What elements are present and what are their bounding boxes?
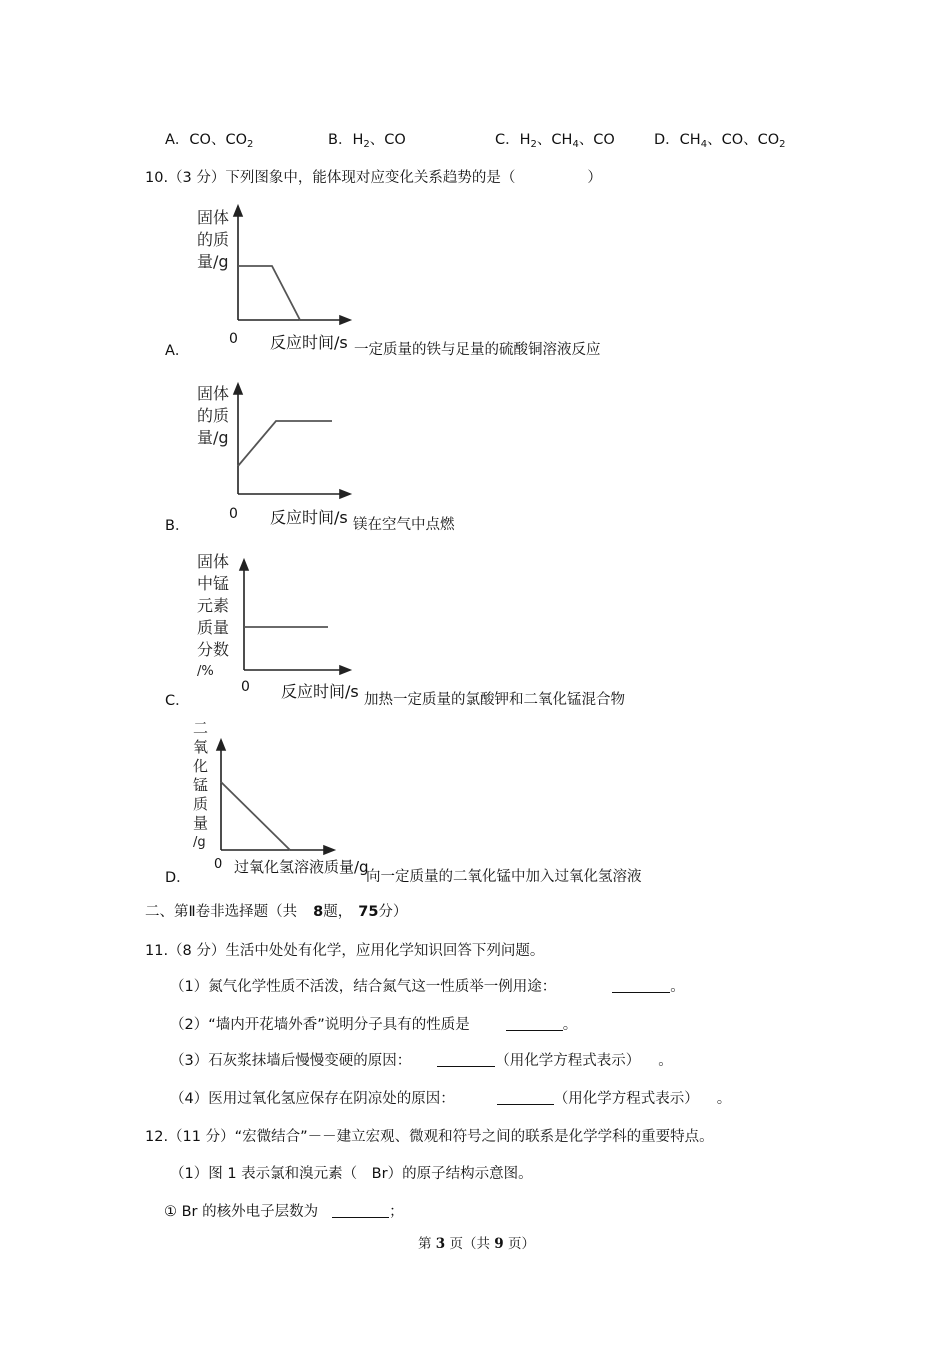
graph-b-origin: 0 <box>229 506 238 522</box>
q9-option-d: D．$CH_4$、CO、$CO_2$ <box>654 132 786 150</box>
q11-sub1: （1）氮气化学性质不活泼，结合氮气这一性质举一例用途： 。 <box>170 979 685 995</box>
q11-sub4: （4）医用过氧化氢应保存在阴凉处的原因： （用化学方程式表示） 。 <box>170 1091 732 1107</box>
option-b-label: B． <box>165 518 190 534</box>
option-c-caption: 加热一定质量的氯酸钾和二氧化锰混合物 <box>364 692 625 708</box>
q11-sub1-blank[interactable] <box>612 978 670 993</box>
option-b-caption: 镁在空气中点燃 <box>353 517 455 533</box>
q9-option-a: A．CO、$CO_2$ <box>165 132 254 150</box>
q12-stem: 12.（11 分）“宏微结合”－－建立宏观、微观和符号之间的联系是化学学科的重要特点。 <box>145 1129 714 1145</box>
q10-stem: 10.（3 分）下列图象中，能体现对应变化关系趋势的是（ ） <box>145 170 602 186</box>
q9-option-c: C．$H_2$、$CH_4$、CO <box>495 132 615 150</box>
q11-sub3-blank[interactable] <box>437 1052 495 1067</box>
graph-d-xlabel: 过氧化氢溶液质量/g <box>234 858 369 876</box>
q12-sub1-1-blank[interactable] <box>332 1203 389 1218</box>
q11-sub2: （2）“墙内开花墙外香”说明分子具有的性质是 。 <box>170 1017 578 1033</box>
option-d-caption: 向一定质量的二氧化锰中加入过氧化氢溶液 <box>366 869 642 885</box>
graph-c-ylabel: 固体 中锰 元素 质量 分数 /% <box>197 552 230 679</box>
graph-d-curve <box>221 782 290 850</box>
graph-d-ylabel: 二 氧 化 锰 质 量 /g <box>193 719 209 850</box>
q9-option-b: B．$H_2$、CO <box>328 132 406 150</box>
graph-a-ylabel: 固体 的质 量/g <box>197 208 230 271</box>
graph-d-origin: 0 <box>214 857 223 872</box>
q12-sub1: （1）图 1 表示氯和溴元素（ Br）的原子结构示意图。 <box>170 1166 533 1182</box>
graph-c-origin: 0 <box>241 679 250 695</box>
q12-sub1-1: ① Br 的核外电子层数为 ； <box>164 1204 404 1220</box>
graph-a-origin: 0 <box>229 331 238 347</box>
option-c-label: C． <box>165 693 190 709</box>
graph-d-x-arrow <box>324 846 334 854</box>
q11-sub2-blank[interactable] <box>506 1016 563 1031</box>
option-d-label: D． <box>165 870 191 886</box>
q11-stem: 11.（8 分）生活中处处有化学，应用化学知识回答下列问题。 <box>145 943 545 959</box>
graph-c-xlabel: 反应时间/s <box>281 682 359 701</box>
section-2-title: 二、第Ⅱ卷非选择题（共 8题， 75分） <box>145 904 408 920</box>
graph-a-xlabel: 反应时间/s <box>270 333 348 352</box>
graph-d-y-arrow <box>217 740 225 750</box>
graph-b-ylabel: 固体 的质 量/g <box>197 384 230 447</box>
q11-sub4-blank[interactable] <box>497 1090 554 1105</box>
option-a-label: A． <box>165 343 190 359</box>
graph-b-xlabel: 反应时间/s <box>270 508 348 527</box>
option-a-caption: 一定质量的铁与足量的硫酸铜溶液反应 <box>354 342 601 358</box>
page-footer: 第 3 页（共 9 页） <box>418 1236 535 1252</box>
q11-sub3: （3）石灰浆抹墙后慢慢变硬的原因： （用化学方程式表示） 。 <box>170 1053 673 1069</box>
